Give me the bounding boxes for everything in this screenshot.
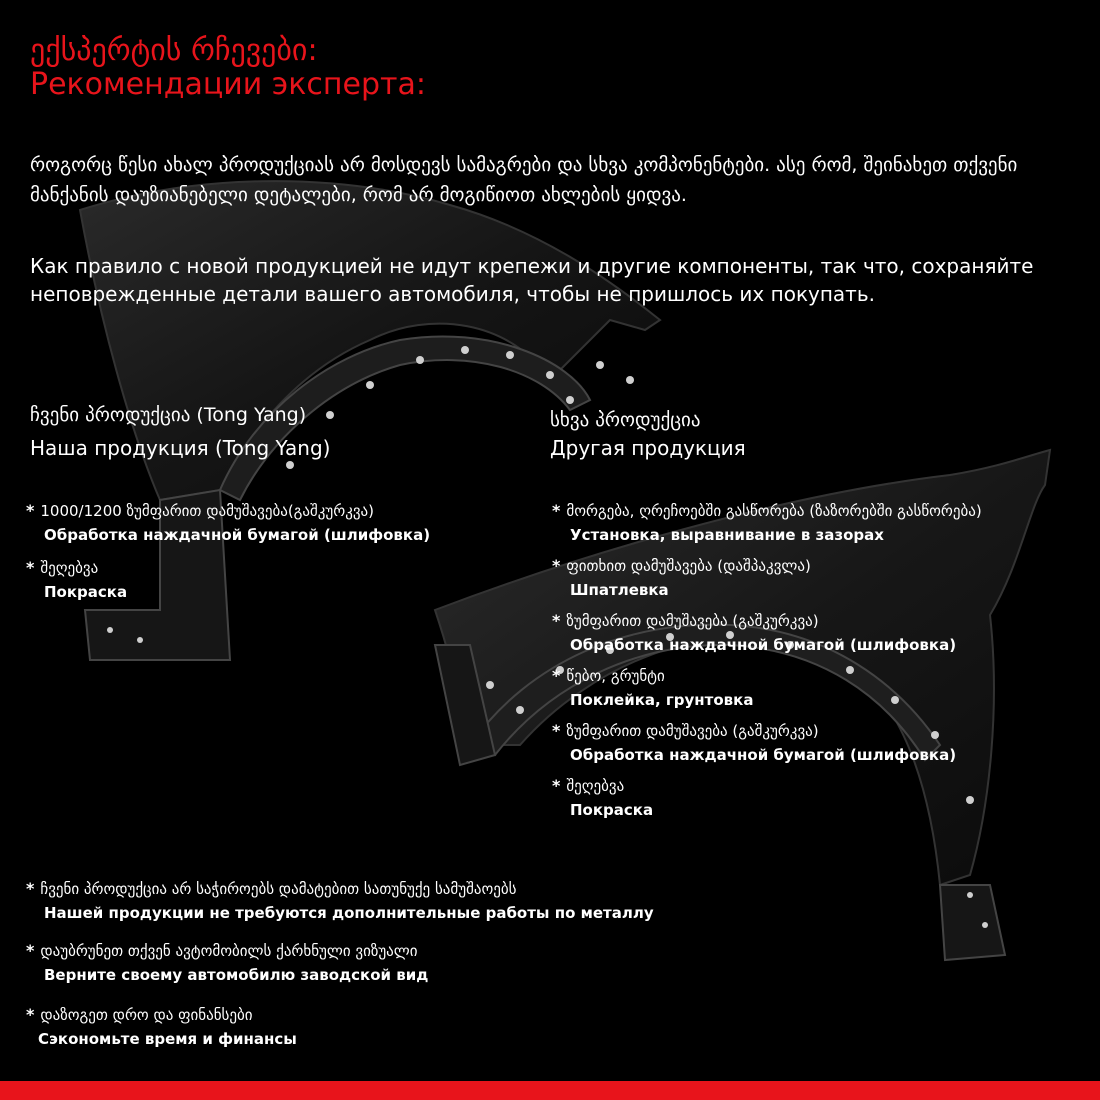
bullet-star: * [26,879,35,898]
other-product-item [552,719,956,767]
item-label-russian: Установка, выравнивание в зазорах [570,526,884,544]
bullet-star: * [552,721,561,740]
item-label-georgian: ზუმფარით დამუშავება (გაშკურკვა) [566,722,819,740]
item-label-georgian: მორგება, ღრეჩოებში გასწორება (ზაზორებში გასწორება) [566,502,982,520]
intro-text-russian: Как правило с новой продукцией не идут крепежи и другие компоненты, так что, сохраняйте неповрежденные детали вашего автомобиля, чтобы не пришлось их покупать. [30,254,1034,306]
item-label-georgian: შეღებვა [40,559,99,577]
bullet-star: * [552,556,561,575]
our-product-item [26,499,430,547]
item-label-georgian: ფითხით დამუშავება (დაშპაკვლა) [566,557,811,575]
our-product-item [26,556,127,604]
note-item [26,877,654,925]
our-product-title-georgian: ჩვენი პროდუქცია (Tong Yang) [30,404,307,426]
bullet-star: * [26,501,35,520]
bottom-accent-bar [0,1081,1100,1100]
other-product-item [552,554,811,602]
bullet-star: * [26,1005,35,1024]
bullet-star: * [26,558,35,577]
note-label-russian: Верните своему автомобилю заводской вид [44,966,429,984]
bullet-star: * [552,776,561,795]
bullet-star: * [552,666,561,685]
other-product-item [552,664,753,712]
page-title-georgian: ექსპერტის რჩევები: [30,33,318,68]
note-item [26,1003,297,1051]
other-product-item [552,774,653,822]
item-label-russian: Покраска [570,801,654,819]
note-item [26,939,428,987]
intro-text-georgian: როგორც წესი ახალ პროდუქციას არ მოსდევს სამაგრები და სხვა კომპონენტები. ასე რომ, შეინახეთ თქვენი მანქანის დაუზიანებელი დეტალები, რომ არ მოგიწიოთ ახლების ყიდვა. [30,154,1018,206]
other-product-item [552,499,982,547]
our-product-title-russian: Наша продукция (Tong Yang) [30,436,331,460]
bullet-star: * [552,611,561,630]
note-label-russian: Нашей продукции не требуются дополнительные работы по металлу [44,904,654,922]
note-label-georgian: ჩვენი პროდუქცია არ საჭიროებს დამატებით სათუნუქე სამუშაოებს [40,880,517,898]
bullet-star: * [552,501,561,520]
item-label-russian: Шпатлевка [570,581,669,599]
item-label-georgian: შეღებვა [566,777,625,795]
item-label-georgian: წებო, გრუნტი [566,667,665,685]
other-product-item [552,609,956,657]
item-label-russian: Обработка наждачной бумагой (шлифовка) [570,636,957,654]
other-product-title-georgian: სხვა პროდუქცია [550,409,701,431]
item-label-georgian: ზუმფარით დამუშავება (გაშკურკვა) [566,612,819,630]
bullet-star: * [26,941,35,960]
item-label-russian: Обработка наждачной бумагой (шлифовка) [570,746,957,764]
note-label-georgian: დაზოგეთ დრო და ფინანსები [40,1006,253,1024]
page-title-russian: Рекомендации эксперта: [30,67,426,102]
note-label-georgian: დაუბრუნეთ თქვენ ავტომობილს ქარხნული ვიზუალი [40,942,418,960]
item-label-russian: Поклейка, грунтовка [570,691,754,709]
note-label-russian: Сэкономьте время и финансы [38,1030,297,1048]
item-label-georgian: 1000/1200 ზუმფარით დამუშავება(გაშკურკვა) [40,502,375,520]
item-label-russian: Покраска [44,583,128,601]
item-label-russian: Обработка наждачной бумагой (шлифовка) [44,526,431,544]
other-product-title-russian: Другая продукция [550,436,746,460]
